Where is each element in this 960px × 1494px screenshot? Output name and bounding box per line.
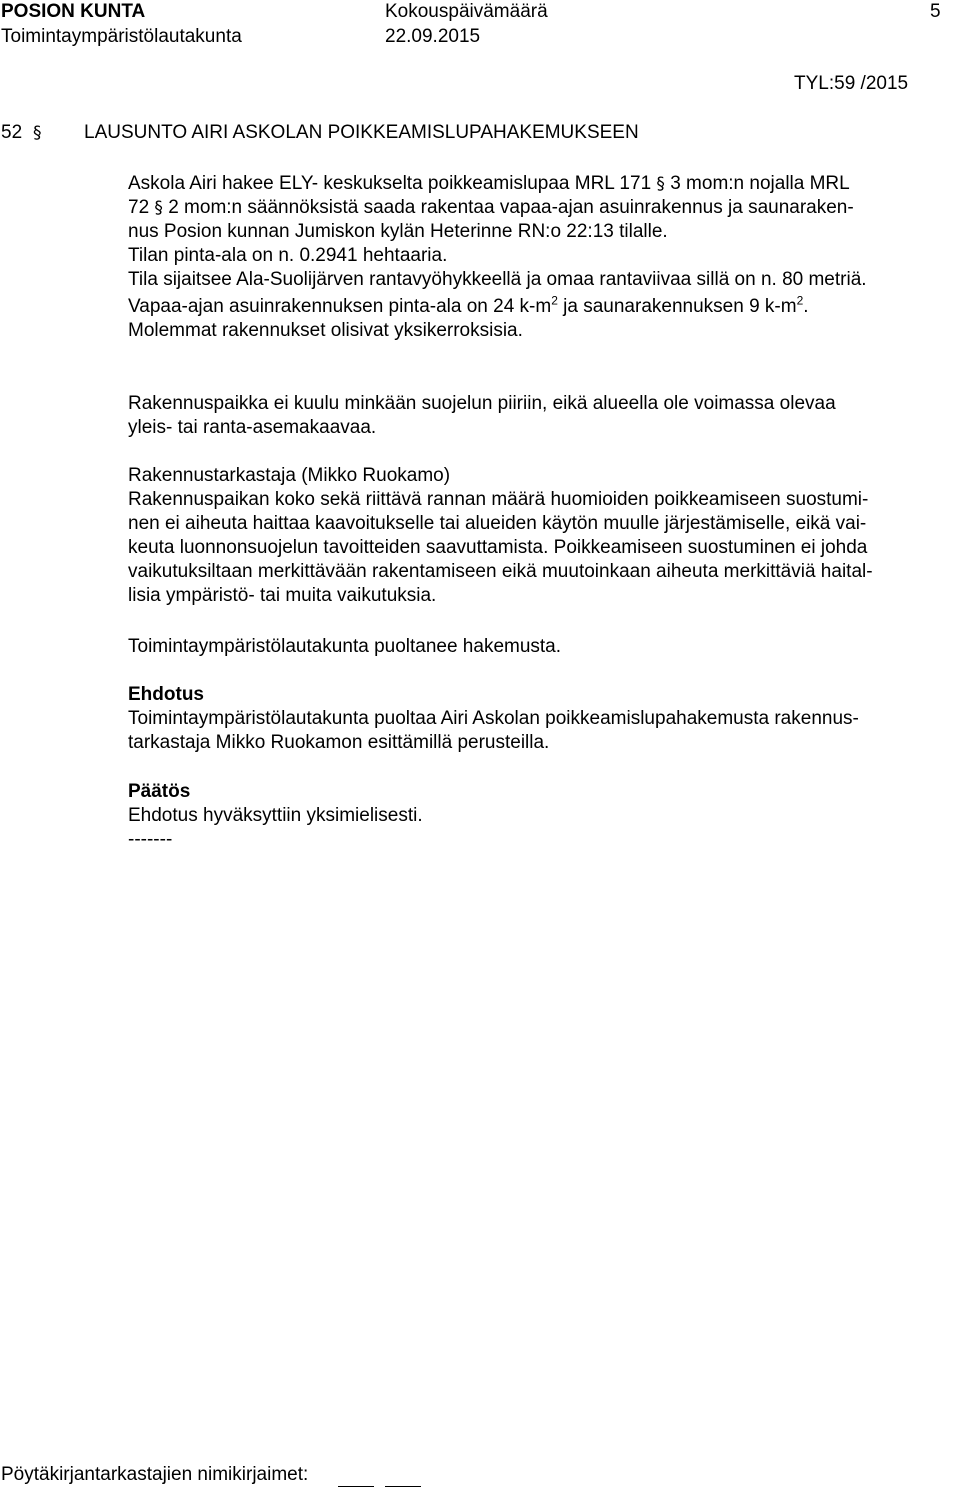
paragraph-application: [128, 172, 948, 292]
text-run: Vapaa-ajan asuinrakennuksen pinta-ala on 24 k-m: [128, 296, 552, 317]
proposal-heading: Ehdotus: [128, 684, 204, 705]
section-mark: §: [656, 174, 665, 194]
section-number: 52: [1, 122, 23, 143]
text-run: Askola Airi hakee ELY- keskukselta poikkeamislupaa MRL 171: [128, 173, 652, 194]
end-marker: -------: [128, 829, 173, 850]
reference-number: TYL:59 /2015: [794, 73, 909, 94]
text-line: Rakennustarkastaja (Mikko Ruokamo): [128, 465, 451, 486]
signature-line: [338, 1486, 374, 1487]
text-line: yleis- tai ranta-asemakaavaa.: [128, 417, 377, 438]
text-line: Toimintaympäristölautakunta puoltaa Airi Askolan poikkeamislupahakemusta rakennus-: [128, 708, 859, 729]
paragraph-building-areas: [128, 295, 948, 343]
text-run: 3 mom:n nojalla MRL: [670, 173, 850, 194]
text-line: tarkastaja Mikko Ruokamon esittämillä perusteilla.: [128, 732, 550, 753]
signature-line: [385, 1486, 421, 1487]
page-number: 5: [930, 1, 941, 22]
text-line: vaikutuksiltaan merkittävään rakentamiseen eikä muutoinkaan aiheuta merkittäviä haital-: [128, 561, 873, 582]
meeting-date: 22.09.2015: [385, 26, 481, 47]
text-line: [128, 295, 948, 319]
text-run: .: [803, 296, 809, 317]
text-line: Molemmat rakennukset olisivat yksikerroksisia.: [128, 320, 523, 341]
text-line: nus Posion kunnan Jumiskon kylän Heterinne RN:o 22:13 tilalle.: [128, 221, 668, 242]
text-run: ja saunarakennuksen 9 k-m: [557, 296, 797, 317]
paragraph-protection: [128, 392, 948, 440]
text-line: Ehdotus hyväksyttiin yksimielisesti.: [128, 805, 423, 826]
meeting-date-label: Kokouspäivämäärä: [385, 1, 548, 22]
text-line: lisia ympäristö- tai muita vaikutuksia.: [128, 585, 437, 606]
superscript: 2: [551, 293, 558, 308]
signature-label: Pöytäkirjantarkastajien nimikirjaimet:: [1, 1464, 309, 1485]
paragraph-proposal: [128, 683, 948, 755]
text-run: 2 mom:n säännöksistä saada rakentaa vapaa-ajan asuinrakennus ja saunaraken-: [168, 197, 854, 218]
text-line: keuta luonnonsuojelun tavoitteiden saavuttamista. Poikkeamiseen suostuminen ei johda: [128, 537, 868, 558]
text-line: [128, 196, 948, 220]
section-mark: §: [154, 198, 163, 218]
text-line: Toimintaympäristölautakunta puoltanee hakemusta.: [128, 636, 562, 657]
text-line: Tilan pinta-ala on n. 0.2941 hehtaaria.: [128, 245, 448, 266]
text-line: Rakennuspaikan koko sekä riittävä rannan määrä huomioiden poikkeamiseen suostumi-: [128, 489, 869, 510]
text-line: nen ei aiheuta haittaa kaavoitukselle tai alueiden käytön muulle järjestämiselle, eikä vai-: [128, 513, 867, 534]
decision-heading: Päätös: [128, 781, 191, 802]
paragraph-decision: [128, 780, 948, 852]
paragraph-recommendation: [128, 635, 948, 659]
text-line: [128, 172, 948, 196]
section-mark: §: [33, 123, 42, 143]
text-line: Tila sijaitsee Ala-Suolijärven rantavyöhykkeellä ja omaa rantaviivaa sillä on n. 80 metriä.: [128, 269, 867, 290]
organization-name: POSION KUNTA: [1, 1, 146, 22]
section-title: LAUSUNTO AIRI ASKOLAN POIKKEAMISLUPAHAKEMUKSEEN: [84, 122, 639, 143]
board-name: Toimintaympäristölautakunta: [1, 26, 242, 47]
superscript: 2: [796, 293, 804, 308]
text-run: 72: [128, 197, 150, 218]
text-line: Rakennuspaikka ei kuulu minkään suojelun piiriin, eikä alueella ole voimassa olevaa: [128, 393, 836, 414]
paragraph-building-inspector: [128, 464, 948, 608]
